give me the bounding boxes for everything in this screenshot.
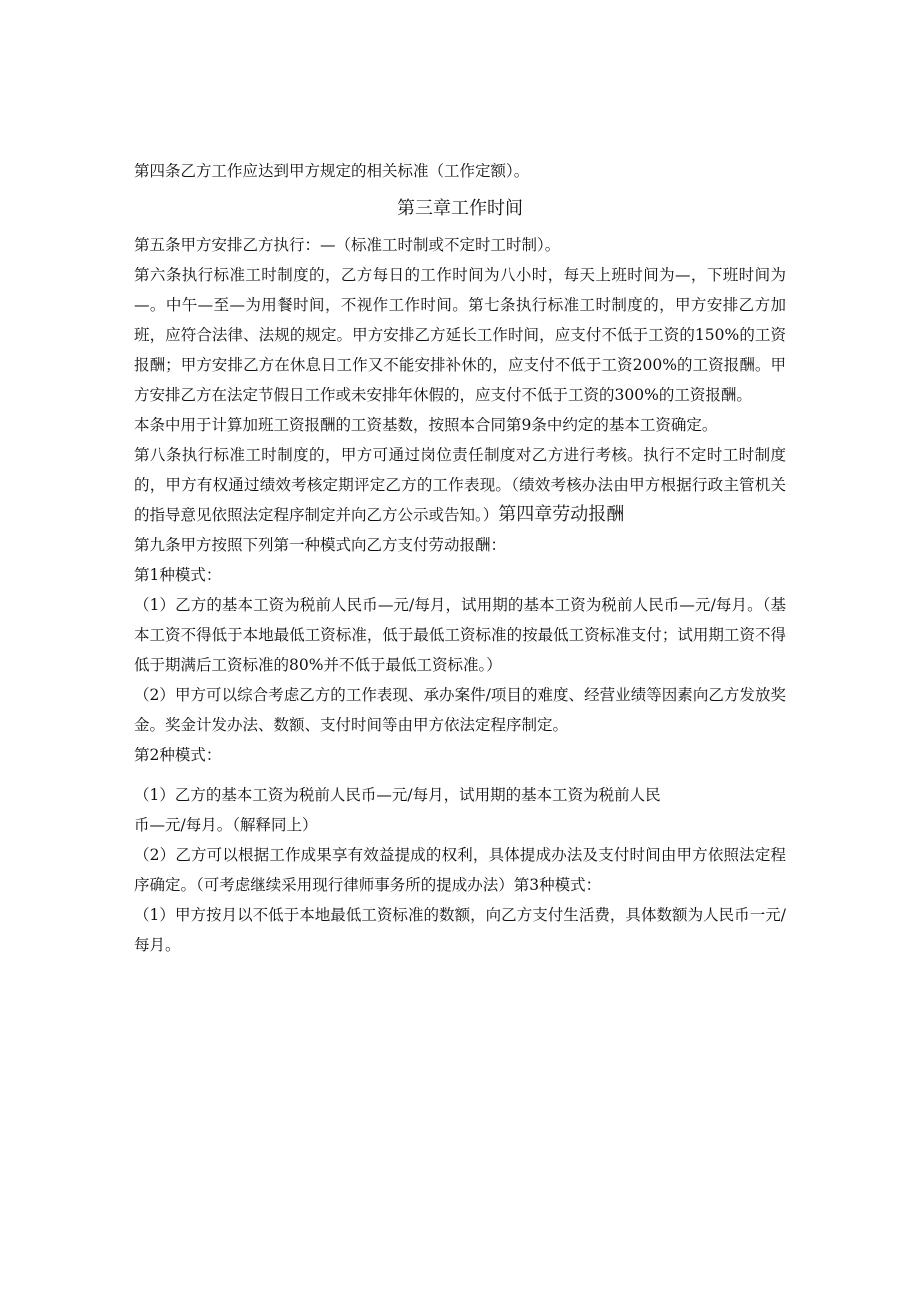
article-5: 第五条甲方安排乙方执行：—（标准工时制或不定时工时制）。: [134, 236, 561, 254]
mode-1-item-2: （2）甲方可以综合考虑乙方的工作表现、承办案件/项目的难度、经营业绩等因素向乙方发放奖金。奖金计发办法、数额、支付时间等由甲方依法定程序制定。: [134, 686, 786, 734]
article-7-wage-base: 本条中用于计算加班工资报酬的工资基数，按照本合同第9条中约定的基本工资确定。: [134, 416, 718, 434]
article-4: 第四条乙方工作应达到甲方规定的相关标准（工作定额）。: [134, 162, 530, 180]
mode-2-item-1-line-2: 币—元/每月。（解释同上）: [134, 816, 318, 834]
article-8: [134, 440, 786, 530]
chapter-4-heading: 第四章劳动报酬: [498, 504, 625, 525]
article-8-text: 第八条执行标准工时制度的，甲方可通过岗位责任制度对乙方进行考核。执行不定时工时制度的，甲方有权通过绩效考核定期评定乙方的工作表现。（绩效考核办法由甲方根据行政主管机关的指导意见依照法定程序制定并向乙方公示或告知。）: [134, 446, 786, 524]
chapter-3-heading: 第三章工作时间: [397, 198, 523, 219]
mode-3-item-1: （1）甲方按月以不低于本地最低工资标准的数额，向乙方支付生活费，具体数额为人民币一元/每月。: [134, 906, 786, 954]
mode-2-title: 第2种模式：: [134, 746, 222, 764]
article-9: 第九条甲方按照下列第一种模式向乙方支付劳动报酬：: [134, 536, 507, 554]
mode-2-item-2: （2）乙方可以根据工作成果享有效益提成的权利，具体提成办法及支付时间由甲方依照法定程序确定。（可考虑继续采用现行律师事务所的提成办法）第3种模式：: [134, 846, 786, 894]
mode-1-title: 第1种模式：: [134, 566, 222, 584]
mode-2-item-1-line-1: （1）乙方的基本工资为税前人民币—元/每月，试用期的基本工资为税前人民: [134, 786, 661, 804]
mode-1-item-1: （1）乙方的基本工资为税前人民币—元/每月，试用期的基本工资为税前人民币—元/每月。（基本工资不得低于本地最低工资标准，低于最低工资标准的按最低工资标准支付；试用期工资不得低于期满后工资标准的80%并不低于最低工资标准。）: [134, 596, 786, 674]
document-body: [134, 156, 786, 960]
article-6-7: 第六条执行标准工时制度的，乙方每日的工作时间为八小时，每天上班时间为—，下班时间为—。中午—至—为用餐时间，不视作工作时间。第七条执行标准工时制度的，甲方安排乙方加班，应符合法律、法规的规定。甲方安排乙方延长工作时间，应支付不低于工资的150%的工资报酬；甲方安排乙方在休息日工作又不能安排补休的，应支付不低于工资200%的工资报酬。甲方安排乙方在法定节假日工作或未安排年休假的，应支付不低于工资的300%的工资报酬。: [134, 266, 786, 404]
